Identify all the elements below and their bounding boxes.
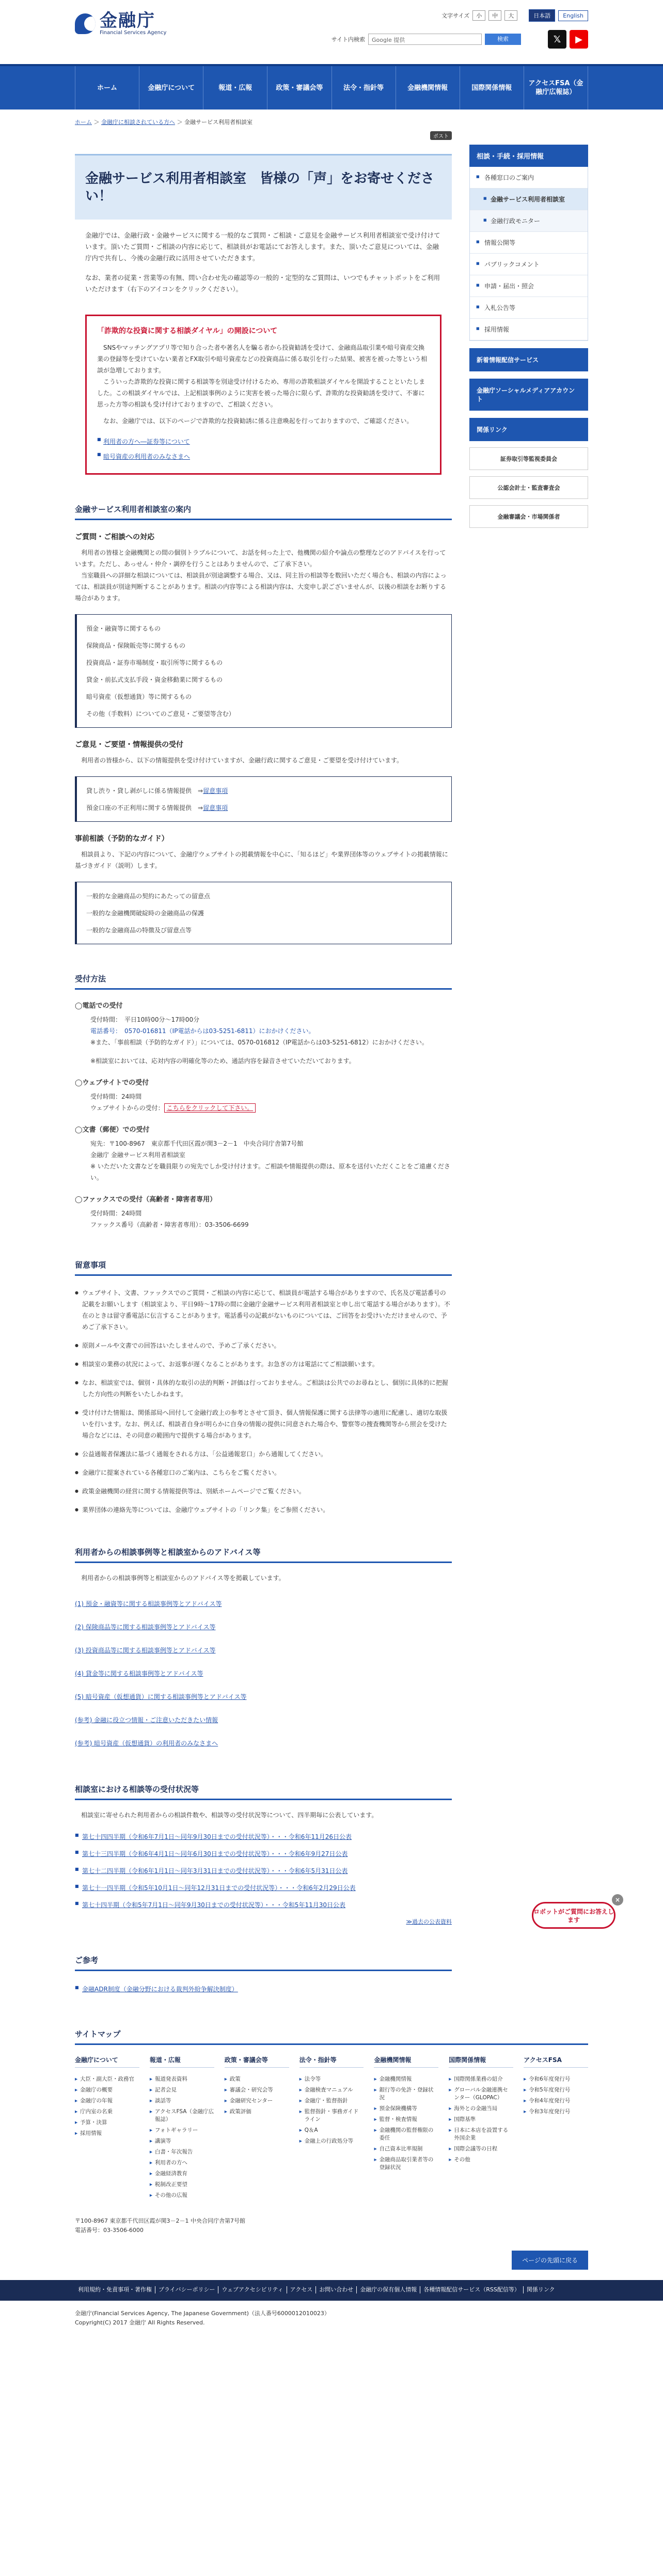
web-text: ウェブサイトからの受付： こちらをクリックして下さい。 xyxy=(75,1102,452,1114)
notes-list xyxy=(75,1285,452,1518)
breadcrumb: ホーム ＞ 金融庁に相談されている方へ ＞ 金融サービス利用者相談室 xyxy=(75,119,252,126)
footer-link-accessibility[interactable]: ウェブアクセシビリティ xyxy=(218,2286,287,2293)
fraud-link-securities[interactable]: 利用者の方へ―証券等について xyxy=(103,438,190,445)
sitemap-link[interactable]: ▸ 金融研究センター xyxy=(225,2096,289,2106)
x-twitter-icon[interactable]: 𝕏 xyxy=(548,30,566,49)
sitemap-link[interactable]: ▸ 法令等 xyxy=(299,2074,364,2085)
fraud-notice-title: 「詐欺的な投資に関する相談ダイヤル」の開設について xyxy=(97,327,278,335)
sitemap-link[interactable]: ▸ 税制改正要望 xyxy=(150,2179,214,2190)
nav-laws[interactable]: 法令・指針等 xyxy=(332,66,396,110)
tel-number[interactable]: 電話番号： 0570-016811（IP電話からは03-5251-6811）におかけください。 xyxy=(90,1027,315,1035)
sitemap-link[interactable]: ▸ 金融検査マニュアル xyxy=(299,2085,364,2096)
fsa-logo[interactable] xyxy=(75,11,166,36)
section-reception-title: 受付方法 xyxy=(75,970,452,990)
sitemap-link[interactable]: ▸ 政策 xyxy=(225,2074,289,2085)
mail-address: 宛先：〒100-8967 東京都千代田区霞が関3－2－1 中央合同庁舎第7号館 xyxy=(90,1140,304,1147)
list-item: その他（手数料）についてのご意見・ご要望等含む） xyxy=(86,710,235,717)
intro-paragraph-2: なお、業者の従業・営業等の有無、問い合わせ先の確認等の一般的・定型的なご質問は、いつでもチャットボットをご利用いただけます（右下のアイコンをクリックください）。 xyxy=(85,274,440,293)
chatbot-text: ロボットがご質問にお答えします xyxy=(533,1908,614,1924)
fraud-notice-box xyxy=(85,315,441,475)
sitemap-link[interactable]: ▸ フォトギャラリー xyxy=(150,2125,214,2136)
list-item: 一般的な金融商品の特徴及び留意点等 xyxy=(86,927,192,934)
footer-link-contact[interactable]: お問い合わせ xyxy=(316,2286,357,2293)
sidebar-item-applications[interactable]: ■ 申請・届出・照会 xyxy=(470,275,588,297)
list-item: ● 公益通報者保護法に基づく通報をされる方は、「公益通報窓口」から通報してください。 xyxy=(75,1446,452,1462)
sitemap-link[interactable]: ▸ 監督・検査情報 xyxy=(374,2114,438,2125)
sidebar-image-sesc[interactable]: 証券取引等監視委員会 xyxy=(469,447,588,470)
list-item: ● 政策金融機関の経営に関する情報提供等は、別紙ホームページでご覧ください。 xyxy=(75,1484,452,1499)
close-icon[interactable]: × xyxy=(612,1894,623,1906)
sidebar-heading: 相談・手続・採用情報 xyxy=(469,145,588,167)
breadcrumb-consult[interactable]: 金融庁に相談されている方へ xyxy=(101,119,175,126)
sitemap-link[interactable]: ▸ 庁内室の名乗 xyxy=(75,2106,139,2117)
sitemap-column xyxy=(225,2055,289,2201)
reference-list xyxy=(75,1980,452,1997)
list-item: 貸し渋り・貸し剥がしに係る情報提供 ⇒留意事項 xyxy=(86,787,228,794)
questions-body-2: 当室職員への詳細な相談については、相談員が別途調整する場合、又は、同主旨の相談等を数回いただく場合も、相談の内容によっては、相談員が別途判断することがあります。相談の内容等による相談内容は、大変申し訳ございませんが、以後の相談をお断りする場合があります。 xyxy=(75,572,447,602)
section-guide-title: 金融サービス利用者相談室の案内 xyxy=(75,501,452,520)
pre-consult-title: 事前相談（予防的なガイド） xyxy=(75,835,169,843)
footer xyxy=(0,2280,663,2301)
sitemap-link[interactable]: ▸ 金融機関の監督権限の委任 xyxy=(374,2125,438,2144)
sidebar xyxy=(469,145,588,1997)
copyright-line-2: Copyright(C) 2017 金融庁 All Rights Reserved. xyxy=(75,2319,205,2326)
mail-title: ◯文書（郵便）での受付 xyxy=(75,1126,150,1134)
sitemap-link[interactable]: ▸ 報道発表資料 xyxy=(150,2074,214,2085)
report-link[interactable]: 第七十四半期（令和5年7月1日～同年9月30日までの受付状況等）・・・令和5年11月30日公表 xyxy=(82,1901,345,1909)
sitemap-link[interactable]: ▸ 採用情報 xyxy=(75,2128,139,2139)
list-item: 一般的な金融商品の契約にあたっての留意点 xyxy=(86,893,211,900)
sitemap-link[interactable]: ▸ 国際関係業務の紹介 xyxy=(449,2074,513,2085)
tel-title: ◯電話での受付 xyxy=(75,1002,123,1010)
web-hours: 受付時間：24時間 xyxy=(90,1093,142,1100)
breadcrumb-home[interactable]: ホーム xyxy=(75,119,92,126)
font-large-button[interactable]: 大 xyxy=(504,10,517,21)
sidebar-item-monitor[interactable]: ■ 金融行政モニター xyxy=(470,210,588,232)
sitemap-link[interactable]: ▸ 審議会・研究会等 xyxy=(225,2085,289,2096)
pre-consult-box xyxy=(75,882,452,944)
font-size-label: 文字サイズ xyxy=(441,12,470,19)
advice-link-deposits[interactable]: (1) 預金・融資等に関する相談事例等とアドバイス等 xyxy=(75,1600,222,1607)
logo-title: 金融庁 xyxy=(100,10,155,31)
footer-link-rss[interactable]: 各種情報配信サービス（RSS配信等） xyxy=(420,2286,524,2293)
nav-about[interactable]: 金融庁について xyxy=(139,66,203,110)
sidebar-item-recruitment[interactable]: ■ 採用情報 xyxy=(470,319,588,340)
list-item: ● 相談室の業務の状況によって、お返事が遅くなることがあります。お急ぎの方は電話にてご相談願います。 xyxy=(75,1356,452,1372)
global-nav xyxy=(0,64,663,110)
sitemap-link[interactable]: ▸ 自己資本比率規制 xyxy=(374,2144,438,2155)
questions-category-box xyxy=(75,614,452,728)
sitemap-link[interactable]: ▸ 金融庁・監督指針 xyxy=(299,2096,364,2106)
sidebar-image-council[interactable]: 金融審議会・市場関係者 xyxy=(469,505,588,528)
advice-link-useful-info[interactable]: (参考) 金融に役立つ情報・ご注意いただきたい情報 xyxy=(75,1716,218,1724)
sitemap-link[interactable]: ▸ 国際基準 xyxy=(449,2114,513,2125)
questions-title: ご質問・ご相談への対応 xyxy=(75,533,154,541)
sitemap-link[interactable]: ▸ 銀行等の免許・登録状況 xyxy=(374,2085,438,2103)
sidebar-item-bidding[interactable]: ■ 入札公告等 xyxy=(470,297,588,319)
header-search-row xyxy=(332,30,588,49)
contact-address: 〒100-8967 東京都千代田区霞が関3－2－1 中央合同庁舎第7号館 xyxy=(75,2218,245,2224)
logo-subtitle: Financial Services Agency xyxy=(100,30,167,36)
intro-paragraph-1: 金融庁では、金融行政・金融サービスに関する一般的なご質問・ご相談・ご意見を金融サービス利用者相談室で受け付けています。頂いたご質問・ご相談の内容に応じて、相談員がお電話にてお答えします。また、頂いたご意見については、金融庁内で共有し、今後の金融行政に活用させていただきます。 xyxy=(85,231,440,262)
sitemap-column xyxy=(75,2055,139,2201)
list-item: 預金口座の不正利用に関する情報提供 ⇒留意事項 xyxy=(86,804,228,811)
contact-info xyxy=(75,2216,588,2235)
advice-link-investment[interactable]: (3) 投資商品等に関する相談事例等とアドバイス等 xyxy=(75,1647,216,1654)
sitemap-column-heading[interactable]: アクセスFSA xyxy=(524,2055,588,2068)
nav-international[interactable]: 国際関係情報 xyxy=(460,66,524,110)
footer-link-terms[interactable]: 利用規約・免責事項・著作権 xyxy=(75,2286,155,2293)
sitemap-link[interactable]: ▸ 金融機関情報 xyxy=(374,2074,438,2085)
sidebar-item-contact-windows[interactable]: ■ 各種窓口のご案内 xyxy=(470,167,588,189)
chatbot-button[interactable] xyxy=(532,1896,621,1929)
sitemap-column xyxy=(449,2055,513,2201)
section-advice-title: 利用者からの相談事例等と相談室からのアドバイス等 xyxy=(75,1543,452,1563)
sitemap-link[interactable]: ▸ 監督指針・事務ガイドライン xyxy=(299,2106,364,2125)
sitemap-column-heading[interactable]: 金融機関情報 xyxy=(374,2055,438,2068)
advice-intro: 利用者からの相談事例等と相談室からのアドバイス等を掲載しています。 xyxy=(81,1574,285,1582)
fraud-notice-p3: なお、金融庁では、以下のページで詐欺的な投資勧誘に係る注意喚起を行っておりますので、ご確認ください。 xyxy=(103,417,413,425)
past-reports-link[interactable]: ≫過去の公表資料 xyxy=(406,1918,452,1925)
sitemap-link[interactable]: ▸ アクセスFSA（金融庁広報誌） xyxy=(150,2106,214,2125)
nav-policy[interactable]: 政策・審議会等 xyxy=(267,66,332,110)
sitemap-link[interactable]: ▸ 談話等 xyxy=(150,2096,214,2106)
list-item: 預金・融資等に関するもの xyxy=(86,625,161,632)
fraud-notice-p2: こういった詐欺的な投資に関する相談等を別途受け付けるため、専用の詐欺相談ダイヤルを開設することといたしました。この相談ダイヤルでは、上記相談事例のように実害を被った場合に限らず、詐欺的な投資勧誘を受けて、不審に思った方等の相談も受け付けておりますので、ご相談ください。 xyxy=(97,378,425,408)
nav-press[interactable]: 報道・広報 xyxy=(203,66,267,110)
main-content xyxy=(75,136,452,1997)
report-link[interactable]: 第七十二四半期（令和6年1月1日～同年3月31日までの受付状況等）・・・令和6年5月31日公表 xyxy=(82,1867,348,1875)
sitemap-column xyxy=(299,2055,364,2201)
nav-home[interactable]: ホーム xyxy=(75,66,139,110)
report-link[interactable]: 第七十四四半期（令和6年7月1日～同年9月30日までの受付状況等）・・・令和6年11月26日公表 xyxy=(82,1833,352,1840)
sitemap-title: サイトマップ xyxy=(75,2028,588,2045)
adr-link[interactable]: 金融ADR制度（金融分野における裁判外紛争解決制度） xyxy=(82,1986,238,1993)
sitemap-link[interactable]: ▸ 日本に本店を設置する外国企業 xyxy=(449,2125,513,2144)
notes-link-1[interactable]: 留意事項 xyxy=(203,787,228,794)
advice-link-insurance[interactable]: (2) 保険商品等に関する相談事例等とアドバイス等 xyxy=(75,1623,216,1631)
fraud-link-crypto[interactable]: 暗号資産の利用者のみなさまへ xyxy=(103,453,191,460)
sidebar-item-disclosure[interactable]: ■ 情報公開等 xyxy=(470,232,588,254)
sidebar-banner-links[interactable]: 関係リンク xyxy=(469,418,588,441)
sitemap-link[interactable]: ▸ 令和5年度発行号 xyxy=(524,2085,588,2096)
fax-number: ファックス番号（高齢者・障害者専用）：03-3506-6699 xyxy=(90,1221,249,1228)
sitemap-column xyxy=(150,2055,214,2201)
pre-consult-body: 相談員より、下記の内容について、金融庁ウェブサイトの掲載情報を中心に、「知るほど」や業界団体等のウェブサイトの掲載情報に基づきガイド（説明）します。 xyxy=(75,851,448,869)
nav-access-fsa[interactable]: アクセスFSA（金融庁広報誌） xyxy=(524,66,588,110)
sitemap-link[interactable]: ▸ 令和4年度発行号 xyxy=(524,2096,588,2106)
tel-note: ※また、「事前相談（予防的なガイド）」については、0570-016812（IP電話からは03-5251-6812）におかけください。 xyxy=(90,1039,428,1046)
sidebar-banner-rss[interactable]: 新着情報配信サービス xyxy=(469,348,588,371)
sitemap-column-heading[interactable]: 政策・審議会等 xyxy=(225,2055,289,2068)
section-reference-title: ご参考 xyxy=(75,1951,452,1971)
sitemap-link[interactable]: ▸ 金融庁の年報 xyxy=(75,2096,139,2106)
footer-link-links[interactable]: 関係リンク xyxy=(526,2286,555,2293)
list-item: 貸金・前払式支払手段・資金移動業に関するもの xyxy=(86,676,223,683)
font-medium-button[interactable]: 中 xyxy=(488,10,501,21)
web-form-link[interactable]: こちらをクリックして下さい。 xyxy=(164,1103,256,1113)
sidebar-item-consultation-room[interactable]: ■ 金融サービス利用者相談室 xyxy=(470,189,588,210)
sitemap-link[interactable]: ▸ その他の広報 xyxy=(150,2190,214,2201)
report-link[interactable]: 第七十三四半期（令和6年4月1日～同年6月30日までの受付状況等）・・・令和6年9月27日公表 xyxy=(82,1850,348,1857)
search-button[interactable]: 検索 xyxy=(485,34,521,45)
advice-link-crypto-users[interactable]: (参考) 暗号資産（仮想通貨）の利用者のみなさまへ xyxy=(75,1740,218,1747)
lang-english-button[interactable]: English xyxy=(558,10,588,21)
sitemap-column xyxy=(524,2055,588,2201)
opinions-body: 利用者の皆様から、以下の情報提供を受け付けていますが、金融行政に関するご意見・ご要望を受け付けています。 xyxy=(81,757,403,764)
sitemap-link[interactable]: ▸ 予算・決算 xyxy=(75,2117,139,2128)
fraud-notice-p1: SNSやマッチングアプリ等で知り合った者や著名人を騙る者から投資勧誘を受けて、金融商品取引業や暗号資産交換業の登録等を受けていない業者とFX取引や暗号資産などの投資商品に係る取引を行った結果、被害を被った等という相談が急増しております。 xyxy=(97,344,428,374)
report-link[interactable]: 第七十一四半期（令和5年10月1日～同年12月31日までの受付状況等）・・・令和6年2月29日公表 xyxy=(82,1884,356,1892)
list-item: 暗号資産（仮想通貨）等に関するもの xyxy=(86,693,192,700)
advice-link-lending[interactable]: (4) 貸金等に関する相談事例等とアドバイス等 xyxy=(75,1670,203,1677)
list-item: 投資商品・証券市場制度・取引所等に関するもの xyxy=(86,659,223,666)
intro xyxy=(75,220,452,305)
list-item: 一般的な金融機関破綻時の金融商品の保護 xyxy=(86,910,204,917)
notes-link-2[interactable]: 留意事項 xyxy=(203,804,228,811)
fax-hours: 受付時間：24時間 xyxy=(90,1210,142,1217)
search-label: サイト内検索 xyxy=(331,36,365,43)
sitemap-link[interactable]: ▸ 令和3年度発行号 xyxy=(524,2106,588,2117)
font-small-button[interactable]: 小 xyxy=(472,10,485,21)
sitemap-link[interactable]: ▸ 政策評価 xyxy=(225,2106,289,2117)
list-item: ● 受け付けた情報は、関係部局へ回付して金融行政上の参考とさせて頂き、個人情報保護に関する法律等の適用に配慮し、適切な取扱いを行います。なお、例えば、相談者自身が明らかに自身の情報の提供に同意された場合や、警察等の捜査機関等から照会を受けた場合などには、その同意の範囲内で提供する場合があります。 xyxy=(75,1405,452,1443)
mail-address-2: 金融庁 金融サービス利用者相談室 xyxy=(90,1151,185,1159)
reports-list xyxy=(75,1828,452,1913)
header-utility-row xyxy=(441,9,588,22)
sitemap-column-heading[interactable]: 金融庁について xyxy=(75,2055,139,2068)
list-item: ● 金融庁に提案されている各種窓口のご案内は、こちらをご覧ください。 xyxy=(75,1465,452,1480)
sitemap-link[interactable]: ▸ その他 xyxy=(449,2155,513,2165)
sitemap-link[interactable]: ▸ 預金保険機構等 xyxy=(374,2103,438,2114)
questions-body-1: 利用者の皆様と金融機関との間の個別トラブルについて、お話を伺った上で、他機関の紹介や論点の整理などのアドバイスを行っています。ただし、あっせん・仲介・調停を行うことはありませんので、ご了承下さい。 xyxy=(75,549,446,568)
sidebar-banner-sns[interactable]: 金融庁ソーシャルメディアアカウント xyxy=(469,379,588,411)
footer-link-personal-info[interactable]: 金融庁の保有個人情報 xyxy=(357,2286,420,2293)
mail-note: ※ いただいた文書などを職員限りの宛先でしか受け付けます。ご相談や情報提供の際は、原本を送付いただくことをご遠慮ください。 xyxy=(90,1163,450,1181)
fsa-logo-icon xyxy=(75,13,96,34)
opinions-box xyxy=(75,776,452,822)
sitemap xyxy=(75,2028,588,2201)
reports-intro: 相談室に寄せられた利用者からの相談件数や、相談等の受付状況等について、四半期毎に公表しています。 xyxy=(81,1812,378,1819)
sitemap-link[interactable]: ▸ Q＆A xyxy=(299,2125,364,2136)
sitemap-link[interactable]: ▸ 金融庁の概要 xyxy=(75,2085,139,2096)
page-top-button[interactable]: ページの先頭に戻る xyxy=(512,2251,588,2270)
sitemap-link[interactable]: ▸ 国際会議等の日程 xyxy=(449,2144,513,2155)
section-notes-title: 留意事項 xyxy=(75,1256,452,1276)
reception-methods xyxy=(75,1000,452,1230)
list-item: ● なお、相談室では、個別・具体的な取引の法的判断・評価は行っておりません。ご相談は公共でのお尋ねとし、個別に具体的に把握した方向性の判断をいたしかねます。 xyxy=(75,1375,452,1402)
post-button[interactable]: ポスト xyxy=(430,131,452,140)
advice-list xyxy=(75,1592,452,1755)
nav-institutions[interactable]: 金融機関情報 xyxy=(396,66,460,110)
lang-japanese-button[interactable]: 日本語 xyxy=(529,9,555,22)
advice-link-crypto[interactable]: (5) 暗号資産（仮想通貨）に関する相談事例等とアドバイス等 xyxy=(75,1693,247,1700)
footer-link-access[interactable]: アクセス xyxy=(287,2286,317,2293)
page-title: 金融サービス利用者相談室 皆様の「声」をお寄せください！ xyxy=(75,154,452,220)
breadcrumb-current: 金融サービス利用者相談室 xyxy=(184,119,252,126)
sitemap-link[interactable]: ▸ 利用者の方へ xyxy=(150,2158,214,2168)
section-reports-title: 相談室における相談等の受付状況等 xyxy=(75,1781,452,1800)
copyright xyxy=(75,2309,588,2343)
sitemap-column-heading[interactable]: 報道・広報 xyxy=(150,2055,214,2068)
sidebar-item-public-comment[interactable]: ■ パブリックコメント xyxy=(470,254,588,275)
tel-recording-note: ※相談室においては、応対内容の明確化等のため、通話内容を録音させていただいております。 xyxy=(90,1057,355,1065)
list-item: ● 業界団体の連絡先等については、金融庁ウェブサイトの「リンク集」をご参照ください。 xyxy=(75,1502,452,1518)
sitemap-link[interactable]: ▸ グローバル金融連携センター（GLOPAC） xyxy=(449,2085,513,2103)
sitemap-link[interactable]: ▸ 金融商品取引業者等の登録状況 xyxy=(374,2155,438,2173)
sitemap-link[interactable]: ▸ 令和6年度発行号 xyxy=(524,2074,588,2085)
sidebar-image-cpaaob[interactable]: 公認会計士・監査審査会 xyxy=(469,476,588,499)
fax-title: ◯ファックスでの受付（高齢者・障害者専用） xyxy=(75,1196,217,1204)
sitemap-link[interactable]: ▸ 金融上の行政処分等 xyxy=(299,2136,364,2147)
list-item: ● 原則メールや文書での回答はいたしませんので、予めご了承ください。 xyxy=(75,1338,452,1353)
opinions-title: ご意見・ご要望・情報提供の受付 xyxy=(75,741,183,749)
sitemap-column-heading[interactable]: 法令・指針等 xyxy=(299,2055,364,2068)
contact-phone: 電話番号：03-3506-6000 xyxy=(75,2227,144,2234)
search-input[interactable]: Google 提供 xyxy=(368,34,482,45)
sitemap-column xyxy=(374,2055,438,2201)
list-item: 保険商品・保険販売等に関するもの xyxy=(86,642,186,649)
sitemap-link[interactable]: ▸ 記者会見 xyxy=(150,2085,214,2096)
sitemap-column-heading[interactable]: 国際関係情報 xyxy=(449,2055,513,2068)
sitemap-link[interactable]: ▸ 海外との金融当局 xyxy=(449,2103,513,2114)
web-title: ◯ウェブサイトでの受付 xyxy=(75,1079,149,1087)
sitemap-link[interactable]: ▸ 白書・年次報告 xyxy=(150,2147,214,2158)
footer-link-privacy[interactable]: プライバシーポリシー xyxy=(155,2286,218,2293)
site-header xyxy=(0,0,663,64)
sitemap-link[interactable]: ▸ 大臣・副大臣・政務官 xyxy=(75,2074,139,2085)
sitemap-link[interactable]: ▸ 金融経済教育 xyxy=(150,2168,214,2179)
tel-hours: 受付時間： 平日10時00分～17時00分 xyxy=(90,1016,200,1023)
youtube-icon[interactable]: ▶ xyxy=(570,30,588,49)
list-item: ● ウェブサイト、文書、ファックスでのご質問・ご相談の内容に応じて、相談員が電話する場合がありますので、氏名及び電話番号の記載をお願いします（相談室より、平日9時～17時の間に金融庁金融サービス利用者相談室と申し出て電話する場合があります）。不在のときは留守番電話に伝言することがあります。電話番号の記載がないものについては、ご回答をお受けいただけませんので、予めご了承下さい。 xyxy=(75,1285,452,1335)
copyright-line-1: 金融庁(Financial Services Agency, The Japanese Government)（法人番号6000012010023） xyxy=(75,2310,330,2317)
sitemap-link[interactable]: ▸ 講演等 xyxy=(150,2136,214,2147)
